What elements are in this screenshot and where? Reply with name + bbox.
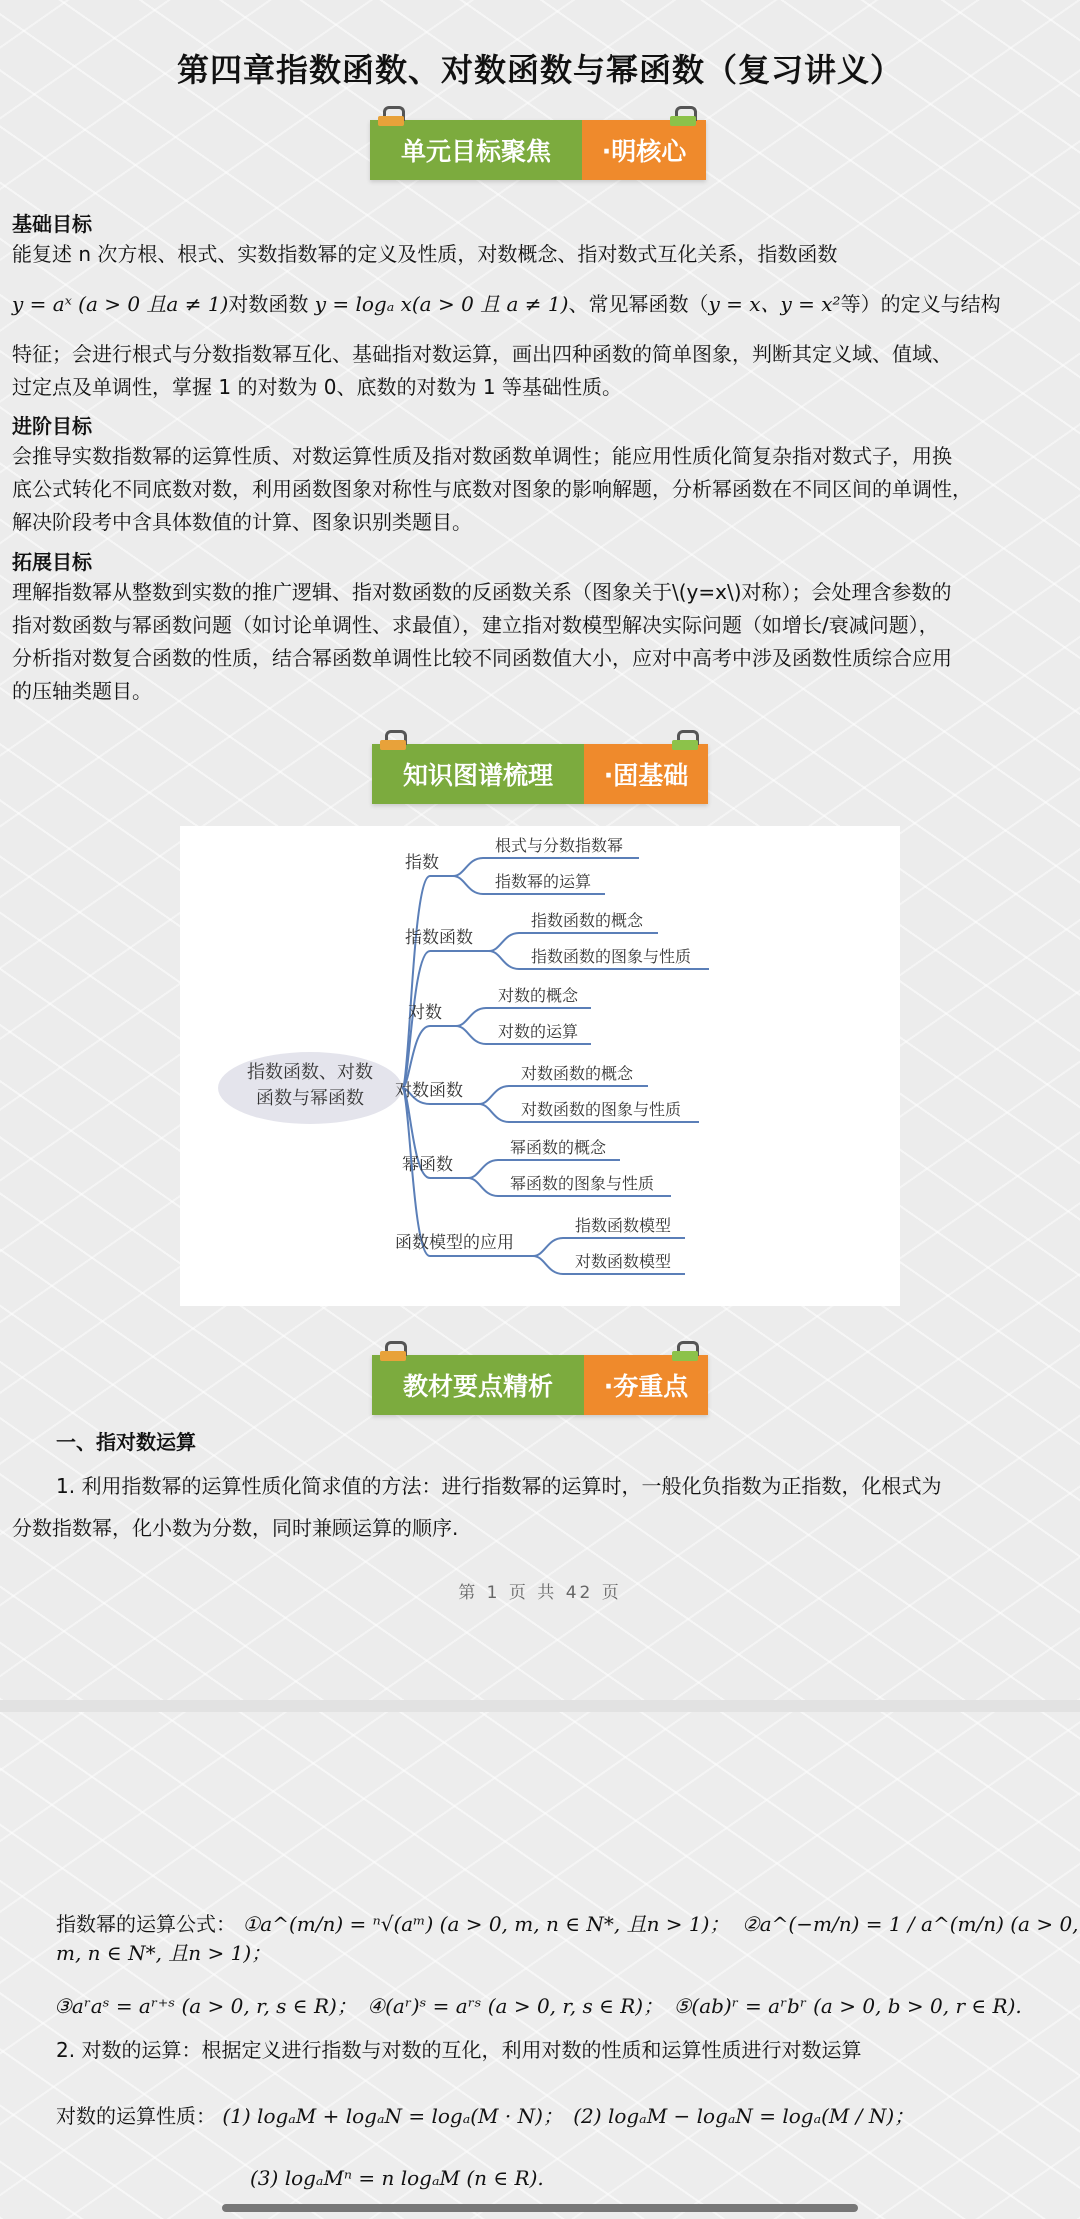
extend-goal-line: 理解指数幂从整数到实数的推广逻辑、指对数函数的反函数关系（图象关于\(y=x\)对称）；会处理含参数的 <box>12 580 952 604</box>
binder-clip-icon <box>380 1341 406 1363</box>
basic-goal-line: 过定点及单调性，掌握 1 的对数为 0、底数的对数为 1 等基础性质。 <box>12 375 622 399</box>
mindmap-branch-label: 指数 <box>405 853 439 873</box>
document-title: 第四章指数函数、对数函数与幂函数（复习讲义） <box>176 51 903 89</box>
banner-green-label: 教材要点精析 <box>372 1355 584 1415</box>
mindmap-leaf-label: 对数的概念 <box>498 986 579 1005</box>
mindmap-leaf-connector <box>489 933 519 951</box>
advanced-goal-line: 会推导实数指数幂的运算性质、对数运算性质及指对数函数单调性；能应用性质化简复杂指对数式子，用换 <box>12 444 952 468</box>
basic-goal-heading: 基础目标 <box>12 212 92 236</box>
log-formula-2: (2) logₐM − logₐN = logₐ(M / N)； <box>573 2104 915 2128</box>
formula-1: ①a^(m/n) = ⁿ√(aᵐ) (a > 0, m, n ∈ N*, 且n > 1)； <box>242 1912 730 1936</box>
section-para-line: 1. 利用指数幂的运算性质化简求值的方法：进行指数幂的运算时，一般化负指数为正指数，化根式为 <box>56 1474 942 1498</box>
page-number: 第 1 页 共 42 页 <box>458 1583 622 1603</box>
formula-line-1 <box>56 1908 1080 1966</box>
mindmap-branch-label: 对数函数 <box>395 1081 463 1101</box>
banner-green-label: 单元目标聚焦 <box>370 120 582 180</box>
mindmap-leaf-label: 对数函数的图象与性质 <box>521 1100 682 1119</box>
mindmap-leaf-connector <box>468 1160 498 1178</box>
mindmap-branch-label: 对数 <box>408 1003 442 1023</box>
mindmap-leaf-connector <box>479 1086 509 1104</box>
formula-intro: 指数幂的运算公式： <box>56 1912 236 1936</box>
formula-4: ④(aʳ)ˢ = aʳˢ (a > 0, r, s ∈ R)； <box>367 1994 664 2018</box>
mindmap-leaf-connector <box>533 1238 563 1256</box>
formula-line-2 <box>54 1990 1022 2019</box>
text: 对数函数 <box>228 292 309 316</box>
banner-orange-label: ·夯重点 <box>584 1355 708 1415</box>
banner-orange-label: ·固基础 <box>584 744 708 804</box>
mindmap-leaf-label: 幂函数的概念 <box>510 1138 607 1157</box>
mindmap-svg <box>180 826 900 1306</box>
mindmap-leaf-label: 幂函数的图象与性质 <box>510 1174 655 1193</box>
log-formula-3: (3) logₐMⁿ = n logₐM (n ∈ R). <box>250 2166 544 2190</box>
formula-5: ⑤(ab)ʳ = aʳbʳ (a > 0, b > 0, r ∈ R). <box>673 1994 1022 2018</box>
banner-orange-label: ·明核心 <box>582 120 706 180</box>
section-heading: 一、指对数运算 <box>56 1430 196 1454</box>
log-formula-line-2 <box>250 2166 544 2190</box>
binder-clip-icon <box>670 106 696 128</box>
mindmap-leaf-connector <box>456 1026 486 1044</box>
advanced-goal-line: 底公式转化不同底数对数，利用函数图象对称性与底数对图象的影响解题，分析幂函数在不同区间的单调性， <box>12 477 972 501</box>
mindmap-branch-label: 幂函数 <box>402 1155 453 1175</box>
log-formula-line-1 <box>56 2100 914 2129</box>
log-formula-1: (1) logₐM + logₐN = logₐ(M · N)； <box>222 2104 563 2128</box>
mindmap-leaf-label: 指数函数的图象与性质 <box>531 947 692 966</box>
power-function-formula: y = x、y = x² <box>708 292 841 316</box>
mindmap-root-line1: 指数函数、对数 <box>247 1062 373 1083</box>
mindmap-leaf-label: 对数的运算 <box>498 1022 579 1041</box>
mindmap-leaf-connector <box>456 1008 486 1026</box>
mindmap-branch-connector <box>402 876 430 1088</box>
mindmap-branch-label: 指数函数 <box>405 928 473 948</box>
extend-goal-line: 指对数函数与幂函数问题（如讨论单调性、求最值），建立指对数模型解决实际问题（如增长/衰减问题）， <box>12 613 939 637</box>
banner-green-label: 知识图谱梳理 <box>372 744 584 804</box>
advanced-goal-heading: 进阶目标 <box>12 414 92 438</box>
log-intro: 对数的运算性质： <box>56 2104 216 2128</box>
basic-goal-line: 能复述 n 次方根、根式、实数指数幂的定义及性质，对数概念、指对数式互化关系，指数函数 <box>12 242 838 266</box>
knowledge-mindmap <box>180 826 900 1306</box>
section-para-line: 分数指数幂，化小数为分数，同时兼顾运算的顺序. <box>12 1516 459 1540</box>
exp-function-formula: y = aˣ (a > 0 且a ≠ 1) <box>12 292 229 316</box>
banner-unit-goals <box>370 120 706 180</box>
mindmap-root-line2: 函数与幂函数 <box>256 1088 364 1109</box>
advanced-goal-line: 解决阶段考中含具体数值的计算、图象识别类题目。 <box>12 510 472 534</box>
mindmap-leaf-label: 指数函数的概念 <box>531 911 644 930</box>
binder-clip-icon <box>672 730 698 752</box>
extend-goal-line: 分析指对数复合函数的性质，结合幂函数单调性比较不同函数值大小，应对中高考中涉及函数性质综合应用 <box>12 646 952 670</box>
basic-goal-formula-line <box>12 288 1072 321</box>
banner-textbook-points <box>372 1355 708 1415</box>
mindmap-leaf-label: 指数幂的运算 <box>495 872 592 891</box>
basic-goal-line: 特征；会进行根式与分数指数幂互化、基础指对数运算，画出四种函数的简单图象，判断其定义域、值域、 <box>12 342 952 366</box>
binder-clip-icon <box>378 106 404 128</box>
extend-goal-line: 的压轴类题目。 <box>12 679 152 703</box>
banner-knowledge-map <box>372 744 708 804</box>
mindmap-leaf-connector <box>533 1256 563 1274</box>
mindmap-leaf-connector <box>453 858 483 876</box>
log-paragraph: 2. 对数的运算：根据定义进行指数与对数的互化，利用对数的性质和运算性质进行对数运算 <box>56 2038 862 2062</box>
mindmap-leaf-connector <box>489 951 519 969</box>
mindmap-leaf-label: 根式与分数指数幂 <box>495 836 624 855</box>
mindmap-leaf-label: 指数函数模型 <box>575 1216 672 1235</box>
formula-3: ③aʳaˢ = aʳ⁺ˢ (a > 0, r, s ∈ R)； <box>54 1994 357 2018</box>
extend-goal-heading: 拓展目标 <box>12 550 92 574</box>
binder-clip-icon <box>380 730 406 752</box>
mindmap-branch-label: 函数模型的应用 <box>395 1233 514 1253</box>
page-gap <box>0 1700 1080 1712</box>
log-function-formula: y = logₐ x(a > 0 且 a ≠ 1) <box>314 292 569 316</box>
binder-clip-icon <box>672 1341 698 1363</box>
home-indicator[interactable] <box>222 2204 858 2212</box>
mindmap-leaf-connector <box>453 876 483 894</box>
mindmap-leaf-connector <box>468 1178 498 1196</box>
mindmap-leaf-connector <box>479 1104 509 1122</box>
mindmap-leaf-label: 对数函数模型 <box>575 1252 672 1271</box>
formula-2: ②a^(−m/n) = 1 / a^(m/n) (a > 0, m, n ∈ N*, 且n > 1)； <box>56 1912 1079 1965</box>
text: 、常见幂函数（ <box>568 292 709 316</box>
text: 等）的定义与结构 <box>840 292 1001 316</box>
mindmap-leaf-label: 对数函数的概念 <box>521 1064 634 1083</box>
